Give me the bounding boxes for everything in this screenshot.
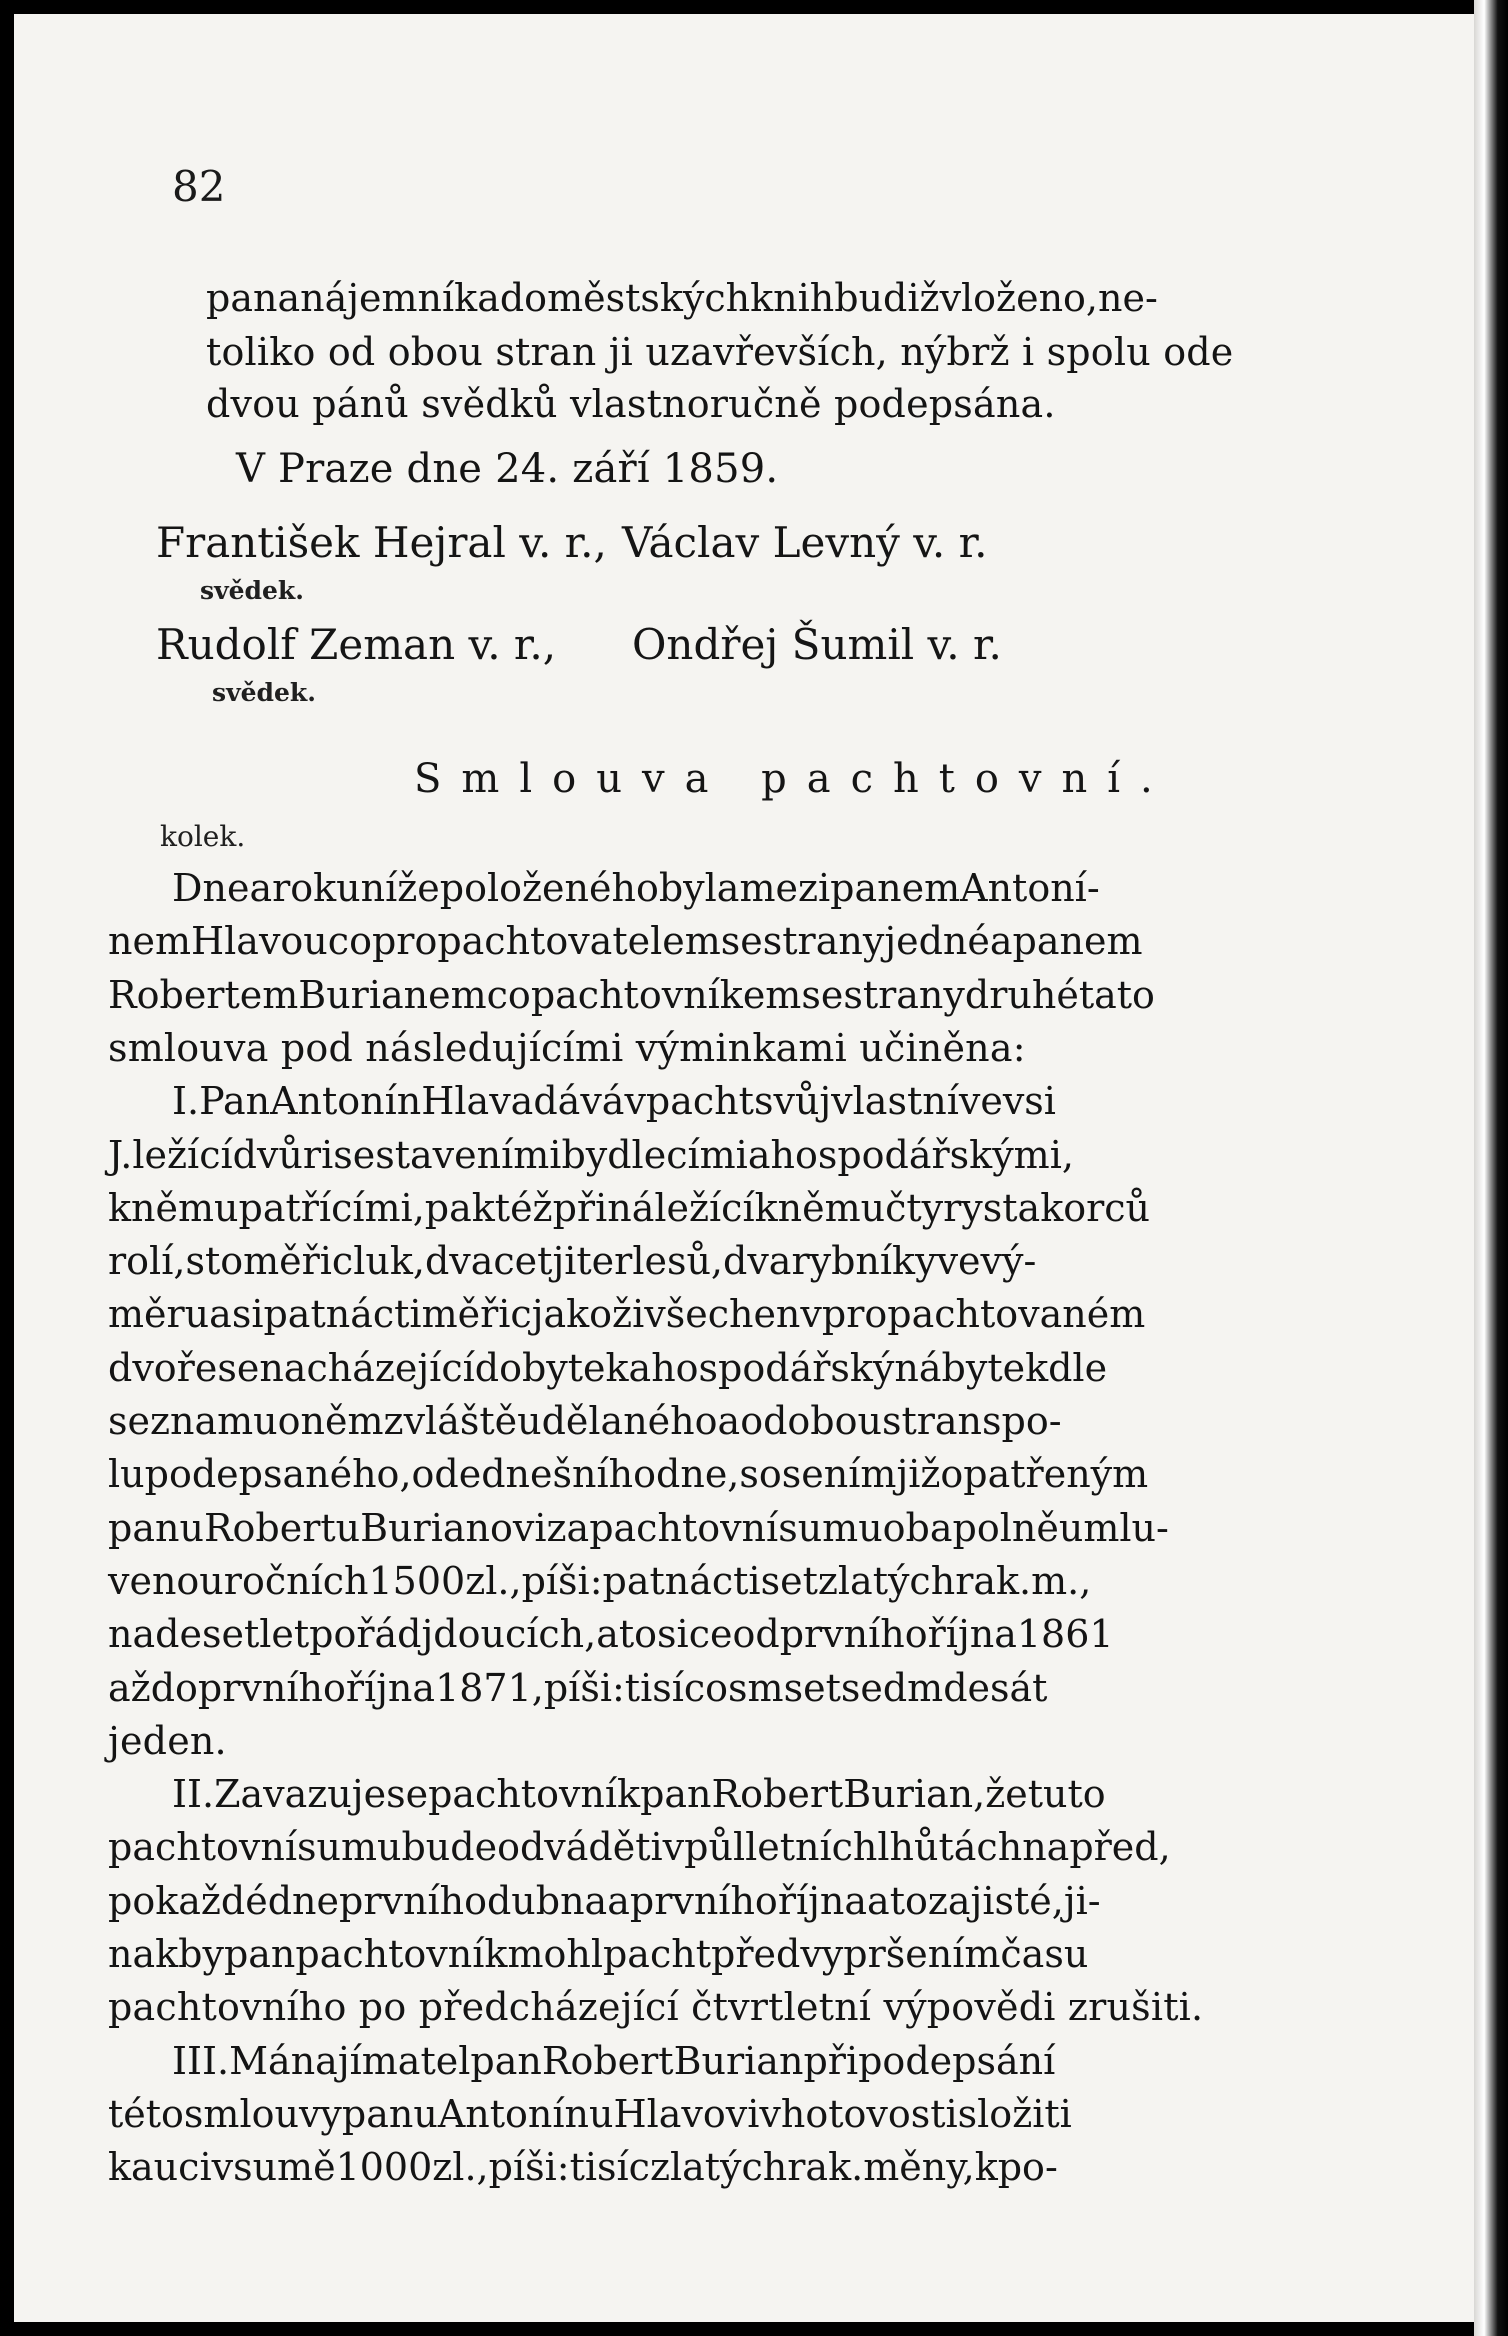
stamp-note: kolek.: [160, 820, 246, 853]
text-line: až do prvního října 1871, píši: tisíc osm set sedmdesát: [108, 1666, 1048, 1710]
text-line: pachtovního po předcházející čtvrtletní výpovědi zrušiti.: [108, 1985, 1204, 2029]
signature-frantisek-hejral: František Hejral v. r.,: [156, 518, 607, 567]
text-line: panu Robertu Burianovi za pachtovní sumu obapolně umlu-: [108, 1506, 1169, 1550]
text-line: dvou pánů svědků vlastnoručně podepsána.: [206, 382, 1056, 426]
text-line: Dne a roku níže položeného byla mezi panem Antoní-: [172, 866, 1100, 910]
text-line: seznamu o něm zvláště udělaného a od obou stran spo-: [108, 1399, 1062, 1443]
text-line: III. Má najímatel pan Robert Burian při podepsání: [172, 2039, 1056, 2083]
text-line: pana nájemníka do městských knih budiž vloženo, ne-: [206, 276, 1158, 320]
text-line: nem Hlavou co propachtovatelem se strany jedné a panem: [108, 919, 1143, 963]
text-line: dvoře se nacházející dobytek a hospodářský nábytek dle: [108, 1346, 1108, 1390]
page-edge: [1474, 0, 1508, 2336]
date-line: V Praze dne 24. září 1859.: [236, 446, 779, 492]
text-line: lupodepsaného, ode dnešního dne, s osením již opatřeným: [108, 1452, 1149, 1496]
text-line: po každé dne prvního dubna a prvního října a to zajisté, ji-: [108, 1879, 1101, 1923]
text-line: J. ležící dvůr i se staveními bydlecími a hospodářskými,: [108, 1133, 1074, 1177]
text-line: rolí, sto měřic luk, dvacet jiter lesů, dva rybníky ve vý-: [108, 1239, 1037, 1283]
text-line: Robertem Burianem co pachtovníkem se strany druhé tato: [108, 973, 1155, 1017]
contract-heading: Smlouva pachtovní.: [414, 756, 1173, 802]
text-line: na deset let pořád jdoucích, a to sice od prvního října 1861: [108, 1612, 1114, 1656]
page-number: 82: [172, 162, 226, 211]
book-page: [14, 14, 1474, 2322]
text-line: venou ročních 1500 zl., píši: patnácti set zlatých rak. m.,: [108, 1559, 1092, 1603]
signature-rudolf-zeman: Rudolf Zeman v. r.,: [156, 620, 557, 669]
witness-label: svědek.: [212, 678, 316, 707]
witness-label: svědek.: [200, 576, 304, 605]
text-line: I. Pan Antonín Hlava dává v pacht svůj vlastní ve vsi: [172, 1079, 1056, 1123]
text-line: II. Zavazuje se pachtovník pan Robert Burian, že tuto: [172, 1772, 1106, 1816]
text-line: kauci v sumě 1000 zl., píši: tisíc zlatých rak. měny, k po-: [108, 2145, 1058, 2189]
text-line: jeden.: [108, 1719, 227, 1763]
text-line: smlouva pod následujícími výminkami učiněna:: [108, 1026, 1026, 1070]
text-line: této smlouvy panu Antonínu Hlavovi v hotovosti složiti: [108, 2092, 1072, 2136]
text-line: nak by pan pachtovník mohl pacht před vypršením času: [108, 1932, 1089, 1976]
text-line: pachtovní sumu bude odváděti v půlletních lhůtách napřed,: [108, 1825, 1171, 1869]
text-line: k němu patřícími, pak též přináležící k němu čtyry sta korců: [108, 1186, 1151, 1230]
signature-vaclav-levny: Václav Levný v. r.: [622, 518, 988, 567]
text-line: toliko od obou stran ji uzavřevších, nýbrž i spolu ode: [206, 330, 1234, 374]
text-line: měru asi patnácti měřic jakož i všechen v propachtovaném: [108, 1292, 1146, 1336]
signature-ondrej-sumil: Ondřej Šumil v. r.: [632, 620, 1002, 669]
